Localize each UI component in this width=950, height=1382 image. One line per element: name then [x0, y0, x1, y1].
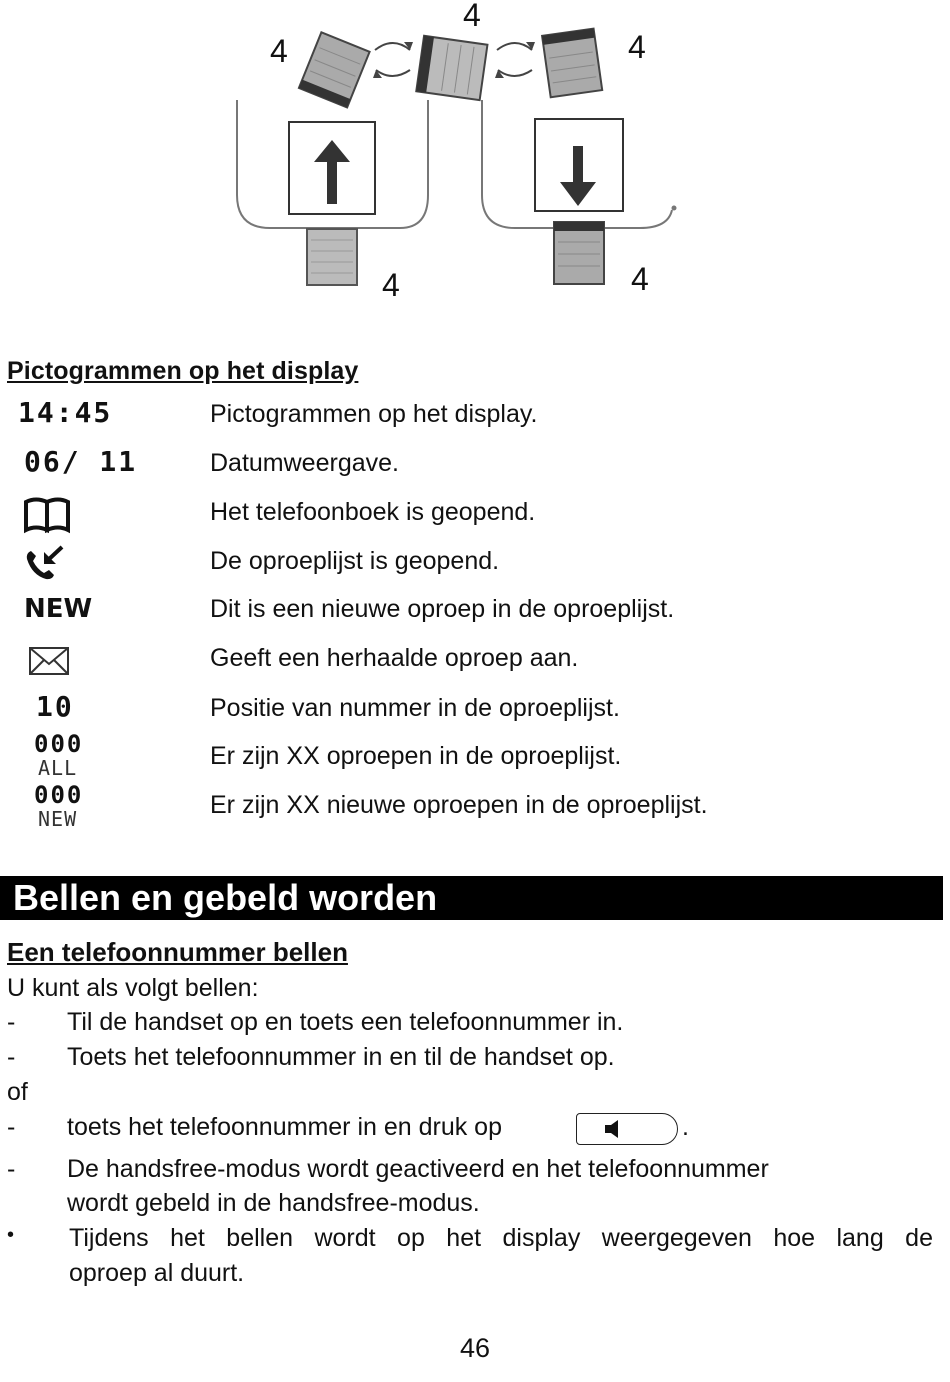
battery-right-bottom: [554, 222, 604, 284]
section-title: Bellen en gebeld worden: [13, 877, 438, 918]
diagram-label-4: 4: [382, 267, 400, 303]
bullet-text-continuation: oproep al duurt.: [69, 1259, 245, 1287]
rotate-arrows-right-icon: [495, 42, 535, 78]
call-list-icon: [10, 541, 180, 585]
icon-description: Er zijn XX nieuwe oproepen in de oproeplijst.: [210, 791, 708, 819]
rotate-arrows-left-icon: [373, 42, 413, 78]
clock-display-icon: 14:45: [18, 396, 113, 429]
list-dash: -: [7, 1113, 16, 1141]
list-dash: -: [7, 1008, 16, 1036]
icon-description: Datumweergave.: [210, 449, 399, 477]
icon-description: Pictogrammen op het display.: [210, 400, 538, 428]
new-calls-display-icon: 000 NEW: [34, 781, 84, 831]
list-dash: -: [7, 1043, 16, 1071]
battery-top-left: [299, 32, 370, 107]
sentence-end: .: [682, 1113, 689, 1141]
envelope-icon: [10, 638, 180, 682]
bullet-marker: •: [7, 1224, 15, 1246]
diagram-label-1: 4: [270, 33, 288, 69]
date-display-icon: 06/ 11: [24, 445, 138, 478]
icons-section-title: Pictogrammen op het display: [7, 357, 359, 385]
icon-description: De oproeplijst is geopend.: [210, 547, 500, 575]
icon-row: [0, 443, 950, 487]
list-item: toets het telefoonnummer in en druk op: [67, 1113, 502, 1141]
icon-description: Dit is een nieuwe oproep in de oproeplijst.: [210, 595, 675, 623]
handsfree-button: [576, 1113, 678, 1145]
icon-row: [0, 492, 950, 536]
bullet-text: Tijdens het bellen wordt op het display weergegeven hoe lang de: [69, 1224, 933, 1252]
diagram-label-5: 4: [631, 261, 649, 297]
battery-top-right: [542, 29, 602, 98]
list-item: Toets het telefoonnummer in en til de handset op.: [67, 1043, 615, 1071]
subsection-title: Een telefoonnummer bellen: [7, 937, 348, 967]
list-item: De handsfree-modus wordt geactiveerd en het telefoonnummer: [67, 1155, 769, 1183]
battery-top-middle: [416, 36, 487, 100]
icon-description: Het telefoonboek is geopend.: [210, 498, 536, 526]
icon-row: [0, 589, 950, 633]
icon-row: [0, 638, 950, 682]
intro-text: U kunt als volgt bellen:: [7, 974, 259, 1002]
list-item-continuation: wordt gebeld in de handsfree-modus.: [67, 1189, 480, 1217]
list-dash: -: [7, 1155, 16, 1183]
battery-diagram: [0, 0, 950, 320]
diagram-label-2: 4: [463, 0, 481, 33]
icon-description: Positie van nummer in de oproeplijst.: [210, 694, 620, 722]
icon-row: [0, 688, 950, 732]
icon-row: [0, 394, 950, 438]
new-indicator-icon: NEW: [24, 594, 93, 624]
battery-left-bottom: [307, 229, 357, 285]
or-text: of: [7, 1078, 28, 1106]
position-number-icon: 10: [36, 690, 74, 723]
phonebook-icon: [10, 492, 180, 536]
section-header-bar: [0, 876, 943, 920]
icon-description: Er zijn XX oproepen in de oproeplijst.: [210, 742, 622, 770]
all-calls-display-icon: 000 ALL: [34, 730, 84, 780]
icon-row: [0, 781, 950, 831]
list-item: Til de handset op en toets een telefoonnummer in.: [67, 1008, 624, 1036]
diagram-label-3: 4: [628, 29, 646, 65]
icon-row: [0, 730, 950, 780]
icon-description: Geeft een herhaalde oproep aan.: [210, 644, 579, 672]
page-number: 46: [459, 1333, 491, 1363]
speaker-icon: [603, 1119, 627, 1139]
icon-row: [0, 541, 950, 585]
